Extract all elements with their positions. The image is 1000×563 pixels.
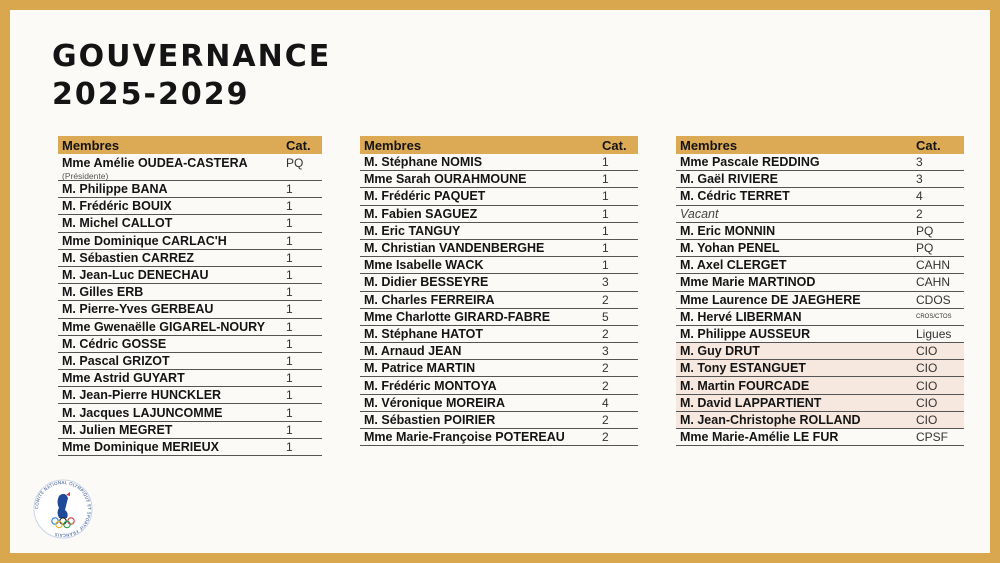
- members-table-3: [676, 136, 964, 446]
- member-category: 1: [602, 223, 609, 238]
- member-category: 1: [286, 302, 293, 317]
- table-row: [360, 188, 638, 205]
- member-role-note: (Présidente): [62, 171, 109, 181]
- table-row: [676, 429, 964, 446]
- member-name-text: Vacant: [680, 206, 719, 221]
- member-name-text: M. Gaël RIVIERE: [680, 172, 778, 187]
- table-row: [676, 188, 964, 205]
- member-category: 3: [602, 344, 609, 359]
- member-name: [676, 293, 916, 307]
- table-row: [360, 206, 638, 223]
- members-table-1: [58, 136, 322, 456]
- member-name: [676, 327, 916, 341]
- slide: [10, 10, 990, 553]
- title-line-1: GOUVERNANCE: [52, 39, 332, 74]
- member-category: PQ: [916, 223, 934, 238]
- title-line-2: 2025-2029: [52, 77, 250, 112]
- table-row: [58, 404, 322, 421]
- table-row: [360, 326, 638, 343]
- member-name-text: M. Sébastien CARREZ: [62, 250, 194, 265]
- member-category: 1: [602, 155, 609, 170]
- member-name: [360, 275, 602, 289]
- member-name: [360, 172, 602, 186]
- member-name-text: Mme Marie-Amélie LE FUR: [680, 430, 839, 445]
- member-name-text: M. Stéphane NOMIS: [364, 155, 483, 170]
- member-category: CAHN: [916, 258, 951, 273]
- table-row: [360, 223, 638, 240]
- table-row: [676, 326, 964, 343]
- member-name: [58, 285, 286, 299]
- member-name-text: M. Cédric GOSSE: [62, 336, 167, 351]
- member-category: 2: [916, 206, 923, 221]
- member-name: [676, 172, 916, 186]
- table-row: [676, 274, 964, 291]
- member-category: 1: [602, 258, 609, 273]
- table-row: [58, 284, 322, 301]
- member-category: CIO: [916, 412, 938, 427]
- member-category: 2: [602, 378, 609, 393]
- member-category: 1: [602, 241, 609, 256]
- member-category: 1: [286, 388, 293, 403]
- header-members: Membres: [364, 137, 422, 153]
- member-name-text: Mme Charlotte GIRARD-FABRE: [364, 309, 551, 324]
- member-category: 2: [602, 430, 609, 445]
- member-category: CPSF: [916, 430, 949, 445]
- header-members: Membres: [680, 137, 738, 153]
- member-name: [58, 216, 286, 230]
- member-name-text: M. Didier BESSEYRE: [364, 275, 489, 290]
- member-name-text: Mme Isabelle WACK: [364, 258, 484, 273]
- member-name: [676, 344, 916, 358]
- member-category: 1: [286, 422, 293, 437]
- member-category: CAHN: [916, 275, 951, 290]
- table-row: [360, 429, 638, 446]
- table-body: [676, 154, 964, 446]
- member-name: [58, 199, 286, 213]
- member-name: [676, 310, 916, 324]
- member-name-text: M. Pierre-Yves GERBEAU: [62, 302, 214, 317]
- member-category: 1: [602, 172, 609, 187]
- member-name: [58, 423, 286, 437]
- member-name: [58, 251, 286, 265]
- table-row: [58, 154, 322, 181]
- table-row: [360, 377, 638, 394]
- table-row: [58, 267, 322, 284]
- table-row: [360, 309, 638, 326]
- member-name: [360, 430, 602, 444]
- member-name: [58, 406, 286, 420]
- table-row: [676, 412, 964, 429]
- member-name: [58, 354, 286, 368]
- member-name-text: Mme Laurence DE JAEGHERE: [680, 292, 861, 307]
- table-row: [58, 250, 322, 267]
- member-name-text: Mme Astrid GUYART: [62, 371, 185, 386]
- table-row: [58, 215, 322, 232]
- member-category: 1: [286, 268, 293, 283]
- member-category: 1: [286, 250, 293, 265]
- member-name-text: Mme Sarah OURAHMOUNE: [364, 172, 527, 187]
- member-category: 2: [602, 412, 609, 427]
- member-name-text: M. Guy DRUT: [680, 344, 760, 359]
- member-name: [360, 327, 602, 341]
- member-name-text: M. Frédéric MONTOYA: [364, 378, 497, 393]
- member-category: CIO: [916, 395, 938, 410]
- member-name-text: M. Cédric TERRET: [680, 189, 790, 204]
- table-row: [360, 412, 638, 429]
- member-name: [58, 302, 286, 316]
- member-name: [58, 156, 286, 181]
- members-table-2: [360, 136, 638, 446]
- member-name: [360, 396, 602, 410]
- table-row: [676, 292, 964, 309]
- member-name-text: M. Jean-Luc DENECHAU: [62, 268, 209, 283]
- member-name: [360, 224, 602, 238]
- table-row: [360, 154, 638, 171]
- member-category: 1: [602, 189, 609, 204]
- member-category: 2: [602, 326, 609, 341]
- table-row: [360, 343, 638, 360]
- member-name-text: M. Christian VANDENBERGHE: [364, 241, 545, 256]
- member-name: [676, 224, 916, 238]
- member-name-text: M. Eric MONNIN: [680, 223, 776, 238]
- member-category: 1: [286, 182, 293, 197]
- member-name: [58, 337, 286, 351]
- member-category: 3: [916, 155, 923, 170]
- table-row: [676, 171, 964, 188]
- member-name-text: M. Sébastien POIRIER: [364, 412, 496, 427]
- table-row: [58, 439, 322, 456]
- member-name: [58, 320, 286, 334]
- table-row: [676, 343, 964, 360]
- table-row: [58, 353, 322, 370]
- table-row: [58, 233, 322, 250]
- member-name-text: M. Michel CALLOT: [62, 216, 173, 231]
- member-name-text: M. Gilles ERB: [62, 285, 144, 300]
- member-name: [360, 344, 602, 358]
- member-category: 1: [286, 285, 293, 300]
- table-row: [676, 257, 964, 274]
- member-category: 1: [286, 353, 293, 368]
- table-row: [360, 360, 638, 377]
- member-name: [676, 189, 916, 203]
- table-row: [676, 309, 964, 326]
- member-name-text: M. Philippe BANA: [62, 182, 168, 197]
- member-name: [360, 379, 602, 393]
- member-name-text: Mme Dominique MERIEUX: [62, 439, 219, 454]
- table-row: [676, 240, 964, 257]
- member-category: 2: [602, 292, 609, 307]
- table-row: [58, 319, 322, 336]
- member-category: 1: [286, 439, 293, 454]
- member-name-text: M. Hervé LIBERMAN: [680, 309, 802, 324]
- member-name-text: M. Eric TANGUY: [364, 223, 461, 238]
- member-name-text: M. Pascal GRIZOT: [62, 353, 170, 368]
- member-name: [360, 189, 602, 203]
- member-name: [676, 241, 916, 255]
- table-header: [58, 136, 322, 154]
- member-category: 1: [286, 233, 293, 248]
- member-name-text: M. Véronique MOREIRA: [364, 395, 505, 410]
- member-name: [676, 155, 916, 169]
- header-cat: Cat.: [602, 137, 627, 153]
- member-category: PQ: [916, 241, 934, 256]
- table-row: [58, 301, 322, 318]
- table-row: [676, 206, 964, 223]
- page-title: [52, 38, 331, 114]
- logo-text: COMITÉ NATIONAL OLYMPIQUE ET SPORTIF FRANÇAIS: [33, 479, 93, 539]
- member-name: [360, 207, 602, 221]
- member-name: [360, 413, 602, 427]
- member-category: 1: [286, 405, 293, 420]
- member-name: [676, 413, 916, 427]
- member-category: 2: [602, 361, 609, 376]
- member-name-text: M. Charles FERREIRA: [364, 292, 495, 307]
- member-name-text: Mme Gwenaëlle GIGAREL-NOURY: [62, 319, 266, 334]
- table-row: [360, 257, 638, 274]
- member-name: [676, 430, 916, 444]
- member-category: 4: [916, 189, 923, 204]
- member-name: [676, 361, 916, 375]
- table-row: [360, 171, 638, 188]
- header-cat: Cat.: [916, 137, 941, 153]
- member-name: [360, 310, 602, 324]
- member-name: [360, 241, 602, 255]
- member-name-text: Mme Marie MARTINOD: [680, 275, 816, 290]
- member-name: [360, 293, 602, 307]
- table-row: [676, 377, 964, 394]
- member-name-text: M. Jean-Pierre HUNCKLER: [62, 388, 222, 403]
- member-category: 1: [286, 371, 293, 386]
- member-name-text: M. Fabien SAGUEZ: [364, 206, 478, 221]
- member-category: 1: [286, 199, 293, 214]
- table-row: [360, 292, 638, 309]
- member-category: 1: [286, 319, 293, 334]
- member-name: [360, 361, 602, 375]
- table-body: [360, 154, 638, 446]
- member-category: 3: [916, 172, 923, 187]
- header-cat: Cat.: [286, 137, 311, 153]
- member-name-text: M. Yohan PENEL: [680, 241, 780, 256]
- member-category: CIO: [916, 344, 938, 359]
- member-name-text: Mme Pascale REDDING: [680, 155, 820, 170]
- member-name-text: M. Julien MEGRET: [62, 422, 173, 437]
- member-category: CROS/CTOS: [916, 313, 952, 320]
- member-name: [676, 379, 916, 393]
- member-name: [676, 275, 916, 289]
- table-row: [676, 223, 964, 240]
- member-name: [58, 440, 286, 454]
- member-name: [58, 371, 286, 385]
- member-name: [676, 396, 916, 410]
- member-name-text: M. Tony ESTANGUET: [680, 361, 806, 376]
- member-category: 4: [602, 395, 609, 410]
- member-category: Ligues: [916, 326, 952, 341]
- member-name-text: M. Patrice MARTIN: [364, 361, 476, 376]
- member-name-text: M. Arnaud JEAN: [364, 344, 462, 359]
- member-name-text: M. Axel CLERGET: [680, 258, 787, 273]
- table-row: [360, 395, 638, 412]
- table-row: [58, 387, 322, 404]
- member-name: [58, 234, 286, 248]
- member-category: CDOS: [916, 292, 951, 307]
- member-name-text: Mme Dominique CARLAC'H: [62, 233, 227, 248]
- member-name-text: Mme Amélie OUDEA-CASTERA: [62, 156, 248, 170]
- table-header: [360, 136, 638, 154]
- table-header: [676, 136, 964, 154]
- table-row: [676, 154, 964, 171]
- table-row: [58, 370, 322, 387]
- table-row: [58, 198, 322, 215]
- member-name-text: M. Stéphane HATOT: [364, 326, 483, 341]
- table-row: [676, 360, 964, 377]
- table-row: [360, 274, 638, 291]
- table-row: [58, 336, 322, 353]
- member-category: 1: [286, 336, 293, 351]
- table-row: [58, 422, 322, 439]
- member-name-text: M. Jacques LAJUNCOMME: [62, 405, 223, 420]
- member-category: 3: [602, 275, 609, 290]
- member-category: CIO: [916, 378, 938, 393]
- member-category: PQ: [286, 156, 304, 170]
- member-name-text: M. Jean-Christophe ROLLAND: [680, 412, 861, 427]
- header-members: Membres: [62, 137, 120, 153]
- member-name-text: M. David LAPPARTIENT: [680, 395, 822, 410]
- member-name-text: M. Frédéric PAQUET: [364, 189, 486, 204]
- member-name: [676, 258, 916, 272]
- table-row: [58, 181, 322, 198]
- member-name-text: Mme Marie-Françoise POTEREAU: [364, 430, 565, 445]
- member-category: 1: [286, 216, 293, 231]
- member-name: [676, 207, 916, 221]
- cnosf-logo: [32, 478, 94, 540]
- table-row: [676, 395, 964, 412]
- member-category: 5: [602, 309, 609, 324]
- member-name: [58, 388, 286, 402]
- member-name: [58, 268, 286, 282]
- member-name-text: M. Philippe AUSSEUR: [680, 326, 811, 341]
- member-name-text: M. Martin FOURCADE: [680, 378, 810, 393]
- member-category: 1: [602, 206, 609, 221]
- member-name: [360, 155, 602, 169]
- member-name: [360, 258, 602, 272]
- table-body: [58, 154, 322, 456]
- table-row: [360, 240, 638, 257]
- member-name: [58, 182, 286, 196]
- member-name-text: M. Frédéric BOUIX: [62, 199, 172, 214]
- member-category: CIO: [916, 361, 938, 376]
